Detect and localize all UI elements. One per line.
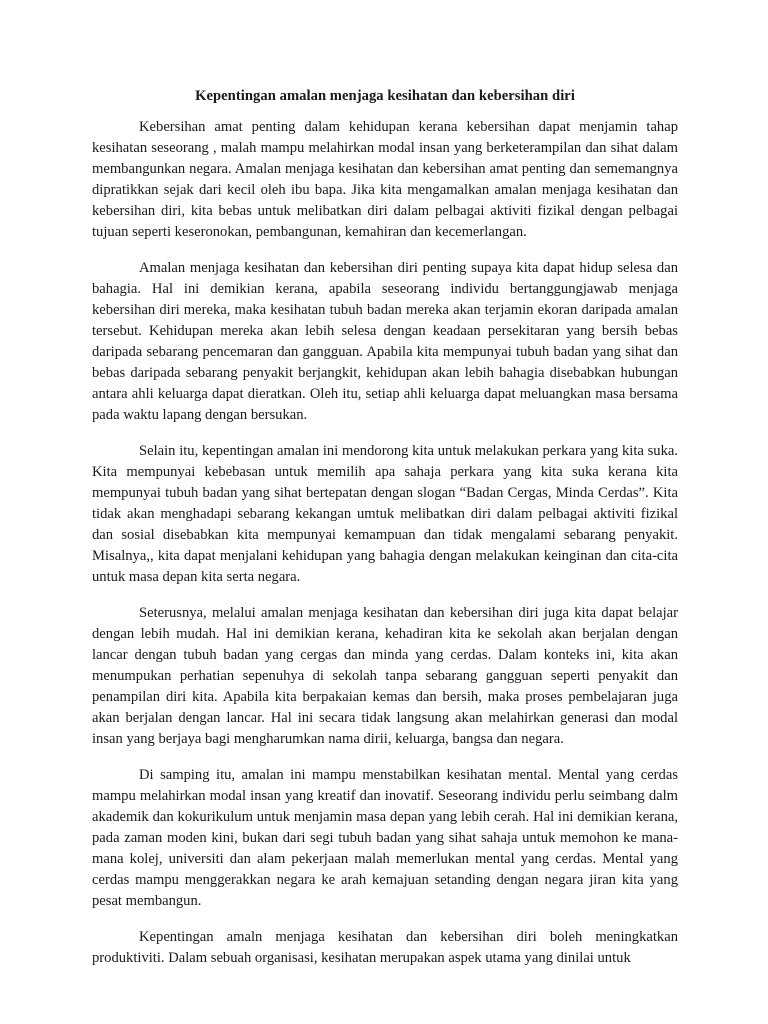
paragraph-2: Amalan menjaga kesihatan dan kebersihan diri penting supaya kita dapat hidup selesa dan bahagia. Hal ini demikian kerana, apabila seseorang individu bertanggungjawab menjaga kebersihan diri mereka, maka kesihatan tubuh badan mereka akan terjamin ekoran daripada amalan tersebut. Kehidupan mereka akan lebih selesa dengan keadaan persekitaran yang bersih bebas daripada sebarang pencemaran dan gangguan. Apabila kita mempunyai tubuh badan yang sihat dan bebas daripada sebarang penyakit berjangkit, kehidupan akan lebih bahagia disebabkan hubungan antara ahli keluarga dapat dieratkan. Oleh itu, setiap ahli keluarga dapat meluangkan masa bersama pada waktu lapang dengan bersukan. [92,260,678,423]
paragraph-4: Seterusnya, melalui amalan menjaga kesihatan dan kebersihan diri juga kita dapat belajar dengan lebih mudah. Hal ini demikian kerana, kehadiran kita ke sekolah akan berjalan dengan lancar dengan tubuh badan yang cergas dan minda yang cerdas. Dalam konteks ini, kita akan menumpukan perhatian sepenuhya di sekolah tanpa sebarang gangguan seperti penyakit dan penampilan diri kita. Apabila kita berpakaian kemas dan bersih, maka proses pembelajaran juga akan berjalan dengan lancar. Hal ini secara tidak langsung akan melahirkan generasi dan modal insan yang berjaya bagi mengharumkan nama dirii, keluarga, bangsa dan negara. [92,605,678,747]
paragraph-6: Kepentingan amaln menjaga kesihatan dan kebersihan diri boleh meningkatkan produktiviti. Dalam sebuah organisasi, kesihatan merupakan aspek utama yang dinilai untuk [92,929,678,966]
paragraph-5: Di samping itu, amalan ini mampu menstabilkan kesihatan mental. Mental yang cerdas mampu melahirkan modal insan yang kreatif dan inovatif. Seseorang individu perlu seimbang dalm akademik dan kokurikulum untuk menjamin masa depan yang lebih cerah. Hal ini demikian kerana, pada zaman moden kini, bukan dari segi tubuh badan yang sihat sahaja untuk memohon ke mana-mana kolej, universiti dan alam pekerjaan malah memerlukan mental yang cerdas. Mental yang cerdas mampu menggerakkan negara ke arah kemajuan setanding dengan negara jiran kita yang pesat membangun. [92,767,678,909]
paragraph-1: Kebersihan amat penting dalam kehidupan kerana kebersihan dapat menjamin tahap kesihatan seseorang , malah mampu melahirkan modal insan yang berketerampilan dan sihat dalam membangunkan negara. Amalan menjaga kesihatan dan kebersihan amat penting dan sememangnya dipratikkan sejak dari kecil oleh ibu bapa. Jika kita mengamalkan amalan menjaga kesihatan dan kebersihan diri, kita bebas untuk melibatkan diri dalam pelbagai aktiviti fizikal dengan pelbagai tujuan seperti keseronokan, pembangunan, kemahiran dan kecemerlangan. [92,119,678,240]
document-title: Kepentingan amalan menjaga kesihatan dan kebersihan diri [195,88,575,104]
paragraph-3: Selain itu, kepentingan amalan ini mendorong kita untuk melakukan perkara yang kita suka. Kita mempunyai kebebasan untuk memilih apa sahaja perkara yang kita suka kerana kita mempunyai tubuh badan yang sihat bertepatan dengan slogan “Badan Cergas, Minda Cerdas”. Kita tidak akan menghadapi sebarang kekangan umtuk melibatkan diri dalam pelbagai aktiviti fizikal dan sosial disebabkan kita mempunyai kemampuan dan tidak mengalami sebarang penyakit. Misalnya,, kita dapat menjalani kehidupan yang bahagia dengan melakukan keinginan dan cita-cita untuk masa depan kita serta negara. [92,443,678,585]
